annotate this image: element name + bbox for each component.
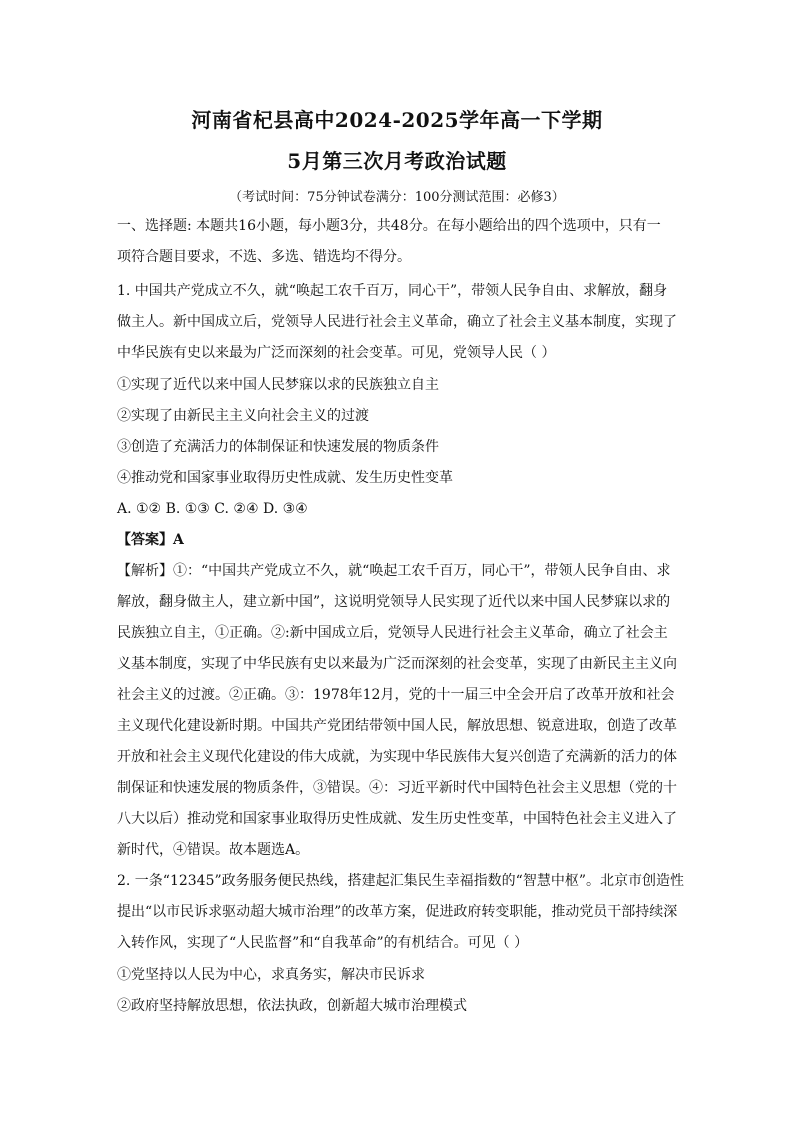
q1-analysis-line-3: 民族独立自主，①正确。②:新中国成立后，党领导人民进行社会主义革命，确立了社会主 (117, 625, 668, 641)
q1-analysis-line-5: 社会主义的过渡。②正确。③：1978年12月，党的十一届三中全会开启了改革开放和社会 (117, 687, 675, 703)
q1-analysis-line-2: 解放，翻身做主人，建立新中国”，这说明党领导人民实现了近代以来中国人民梦寐以求的 (117, 594, 671, 610)
exam-meta: （考试时间：75分钟试卷满分：100分测试范围：必修3） (229, 190, 565, 205)
q1-option-4: ④推动党和国家事业取得历史性成就、发生历史性变革 (117, 470, 453, 486)
q2-option-2: ②政府坚持解放思想，依法执政，创新超大城市治理模式 (117, 998, 467, 1014)
q1-stem-line-2: 做主人。新中国成立后，党领导人民进行社会主义革命，确立了社会主义基本制度，实现了 (117, 314, 677, 330)
q1-answer: 【答案】A (117, 532, 184, 548)
q1-analysis-line-7: 开放和社会主义现代化建设的伟大成就，为实现中华民族伟大复兴创造了充满新的活力的体 (117, 749, 677, 765)
q2-stem-line-1: 2. 一条“12345”政务服务便民热线，搭建起汇集民生幸福指数的“智慧中枢”。北京市创造性 (117, 873, 684, 889)
q2-stem-line-2: 提出“以市民诉求驱动超大城市治理”的改革方案，促进政府转变职能，推动党员干部持续深 (117, 904, 678, 920)
doc-title-line-1: 河南省杞县高中2024-2025学年高一下学期 (191, 108, 603, 132)
section-intro-line-1: 一、选择题: 本题共16小题，每小题3分，共48分。在每小题给出的四个选项中，只有一 (117, 218, 661, 234)
q1-stem-line-1: 1. 中国共产党成立不久，就“唤起工农千百万，同心干”，带领人民争自由、求解放，翻身 (117, 283, 668, 299)
doc-title-line-2: 5月第三次月考政治试题 (287, 149, 507, 173)
q1-choices: A. ①② B. ①③ C. ②④ D. ③④ (117, 501, 308, 517)
q2-stem-line-3: 入转作风，实现了“人民监督”和“自我革命”的有机结合。可见（ ） (117, 935, 529, 951)
section-intro-line-2: 项符合题目要求，不选、多选、错选均不得分。 (117, 249, 411, 265)
q1-option-1: ①实现了近代以来中国人民梦寐以求的民族独立自主 (117, 377, 439, 393)
q1-analysis-line-8: 制保证和快速发展的物质条件，③错误。④：习近平新时代中国特色社会主义思想（党的十 (117, 780, 677, 796)
q1-option-3: ③创造了充满活力的体制保证和快速发展的物质条件 (117, 439, 439, 455)
q1-analysis-line-10: 新时代，④错误。故本题选A。 (117, 842, 310, 858)
q2-option-1: ①党坚持以人民为中心，求真务实，解决市民诉求 (117, 967, 425, 983)
q1-analysis-line-9: 八大以后）推动党和国家事业取得历史性成就、发生历史性变革，中国特色社会主义进入了 (117, 811, 677, 827)
q1-analysis-line-6: 主义现代化建设新时期。中国共产党团结带领中国人民，解放思想、锐意进取，创造了改革 (117, 718, 677, 734)
q1-stem-line-3: 中华民族有史以来最为广泛而深刻的社会变革。可见，党领导人民（ ） (117, 345, 556, 361)
q1-analysis-line-1: 【解析】①：“中国共产党成立不久，就“唤起工农千百万，同心干”，带领人民争自由、求 (117, 563, 671, 579)
q1-option-2: ②实现了由新民主主义向社会主义的过渡 (117, 408, 369, 424)
q1-analysis-line-4: 义基本制度，实现了中华民族有史以来最为广泛而深刻的社会变革，实现了由新民主主义向 (117, 656, 677, 672)
